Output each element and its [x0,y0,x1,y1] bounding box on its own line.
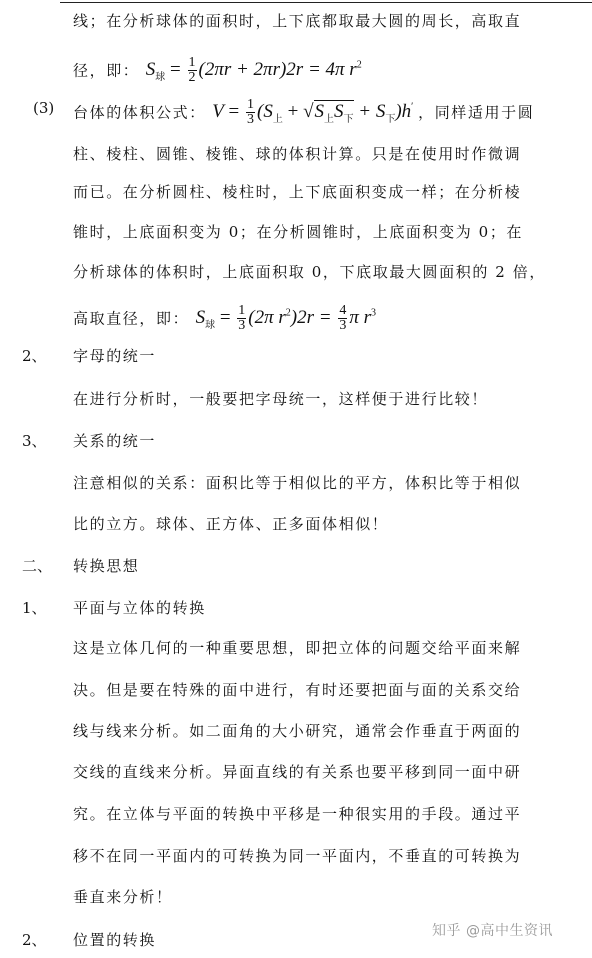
formula-body: (S [257,101,273,123]
formula-fraction [338,304,347,333]
item-number: 2、 [22,931,47,949]
section-heading: 平面与立体的转换 [73,599,206,617]
fraction-numerator: 1 [238,303,246,319]
sphere-area-formula [145,55,362,86]
formula-fraction [246,98,255,127]
formula-superscript: 2 [356,60,362,71]
formula-body: (2πr + 2πr)2r = 4π r [198,59,357,81]
text-segment: ，同样适用于圆 [418,103,535,122]
fraction-numerator: 1 [247,97,255,113]
formula-operator: + [282,101,304,123]
formula-subscript: 下 [385,114,396,126]
section-heading: 关系的统一 [73,432,157,450]
item-number: 2、 [22,347,47,365]
text-line: 柱、棱柱、圆锥、棱锥、球的体积计算。只是在使用时作微调 [73,145,522,163]
text-line: 移不在同一平面内的可转换为同一平面内，不垂直的可转换为 [73,847,522,865]
section-heading: 字母的统一 [73,347,157,365]
text-line: 锥时，上底面积变为 0；在分析圆锥时，上底面积变为 0；在 [73,223,524,241]
formula-body: (2π r [248,307,286,329]
text-segment: 径，即： [73,61,140,80]
fraction-denominator: 3 [247,112,255,128]
sqrt-radicand [314,100,354,126]
top-rule [60,2,592,3]
formula-superscript: 3 [371,308,377,319]
text-line: 在进行分析时，一般要把字母统一，这样便于进行比较！ [73,390,489,408]
watermark-text: 知乎 @高中生资讯 [432,923,553,939]
formula-body: ) [395,101,402,123]
item-number: 二、 [22,557,53,575]
formula-symbol: S [195,307,206,329]
item-number: (3) [33,99,55,117]
text-line: 究。在立体与平面的转换中平移是一种很实用的手段。通过平 [73,805,522,823]
text-line: 线与线来分析。如二面角的大小研究，通常会作垂直于两面的 [73,722,522,740]
text-line: 而已。在分析圆柱、棱柱时，上下底面积变成一样；在分析棱 [73,183,522,201]
fraction-denominator: 3 [238,318,246,334]
section-heading: 转换思想 [73,557,140,575]
text-line: 这是立体几何的一种重要思想，即把立体的问题交给平面来解 [73,639,522,657]
formula-subscript: 球 [205,320,216,332]
formula-operator: = [223,101,245,123]
fraction-numerator: 1 [188,55,196,71]
text-line: 注意相似的关系：面积比等于相似比的平方，体积比等于相似 [73,474,522,492]
formula-symbol: S [334,101,344,123]
section-heading: 位置的转换 [73,931,157,949]
formula-symbol: V [212,101,224,123]
formula-subscript: 上 [324,114,334,126]
formula-body: )2r = [290,307,337,329]
text-segment: 高取直径，即： [73,309,190,328]
text-line-with-formula [73,303,376,337]
fraction-denominator: 3 [339,318,347,334]
text-line: 交线的直线来分析。异面直线的有关系也要平移到同一面中研 [73,763,522,781]
formula-symbol: S [314,101,324,123]
formula-symbol: h [401,101,412,123]
formula-fraction [237,304,246,333]
formula-body: π r [349,307,372,329]
text-line: 决。但是要在特殊的面中进行，有时还要把面与面的关系交给 [73,681,522,699]
frustum-volume-formula [212,97,418,128]
text-line: 比的立方。球体、正方体、正多面体相似！ [73,515,389,533]
formula-subscript: 下 [343,114,354,126]
text-line-with-formula [73,55,362,89]
formula-body: + S [353,101,386,123]
item-number: 1、 [22,599,47,617]
formula-operator: = [215,307,236,329]
formula-fraction [188,56,197,85]
formula-operator: = [165,59,186,81]
text-line-with-formula [73,97,534,131]
formula-superscript: ′ [411,102,414,113]
formula-superscript: 2 [285,308,291,319]
sphere-volume-formula [195,303,377,334]
formula-symbol: S [145,59,156,81]
text-line: 垂直来分析！ [73,888,173,906]
text-line: 分析球体的体积时，上底面积取 0，下底取最大圆面积的 2 倍， [73,263,546,281]
text-line: 线；在分析球体的面积时，上下底都取最大圆的周长，高取直 [73,12,522,30]
item-number: 3、 [22,432,47,450]
formula-subscript: 球 [155,72,166,84]
fraction-denominator: 2 [188,70,196,86]
formula-subscript: 上 [272,114,283,126]
fraction-numerator: 4 [339,303,347,319]
sqrt-sign: √ [303,101,314,123]
text-segment: 台体的体积公式： [73,103,206,122]
